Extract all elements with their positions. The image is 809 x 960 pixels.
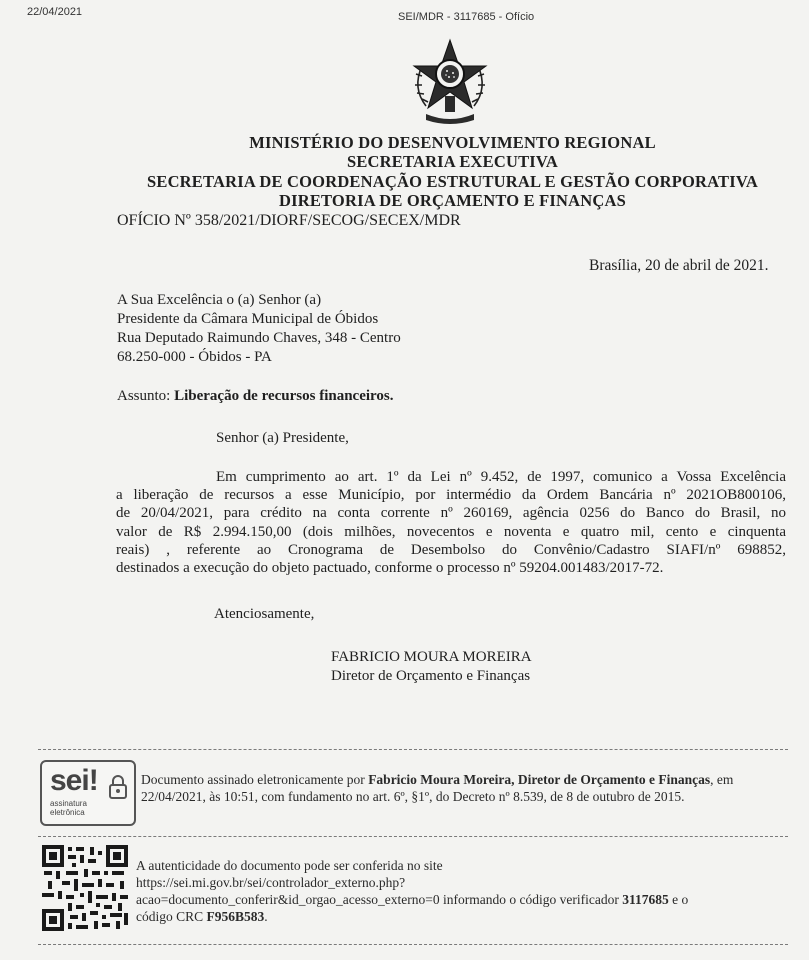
divider: [38, 836, 788, 837]
directorate-title: DIRETORIA DE ORÇAMENTO E FINANÇAS: [278, 191, 627, 210]
verification-code: 3117685: [622, 892, 669, 907]
subject-line: [117, 387, 394, 406]
statement-signer: Fabricio Moura Moreira: [368, 772, 512, 787]
auth-line: A autenticidade do documento pode ser conferida no site: [136, 858, 443, 873]
divider: [38, 944, 788, 945]
subject-text: Liberação de recursos financeiros.: [174, 388, 394, 404]
signer-title: Diretor de Orçamento e Finanças: [331, 668, 531, 684]
body-line: de 20/04/2021, para crédito na conta corrente nº 260169, agência 0256 do Banco do Brasil, no: [116, 505, 786, 522]
secretariat-title: SECRETARIA EXECUTIVA: [346, 152, 559, 171]
body-line: destinados a execução do objeto pactuado, conforme o processo nº 59204.001483/2017-72.: [116, 560, 664, 577]
recipient-line: Rua Deputado Raimundo Chaves, 348 - Centro: [117, 330, 401, 346]
auth-line: [136, 908, 796, 925]
statement-text: , em 22/04/2021, às 10:51, com fundamento no art. 6º, §1º, do Decreto nº 8.539, de 8 de outubro de 2015.: [141, 772, 734, 804]
auth-text: e o: [668, 892, 689, 907]
subject-label: Assunto:: [117, 388, 171, 404]
recipient-line: A Sua Excelência o (a) Senhor (a): [117, 292, 322, 308]
coordination-title: SECRETARIA DE COORDENAÇÃO ESTRUTURAL E GESTÃO CORPORATIVA: [146, 172, 758, 191]
statement-text: Documento assinado eletronicamente por: [141, 772, 369, 787]
auth-text: código CRC: [136, 909, 207, 924]
closing: Atenciosamente,: [214, 606, 315, 622]
oficio-number: OFÍCIO Nº 358/2021/DIORF/SECOG/SECEX/MDR: [117, 212, 461, 229]
crc-code: F956B583: [206, 909, 265, 924]
sei-subtitle: [50, 799, 87, 817]
print-date: 22/04/2021: [27, 6, 83, 18]
place-date: Brasília, 20 de abril de 2021.: [589, 257, 769, 274]
body-line: a liberação de recursos a esse Município, por intermédio da Ordem Bancária nº 2021OB800106,: [116, 487, 786, 504]
statement-text: ,: [511, 772, 518, 787]
recipient-line: Presidente da Câmara Municipal de Óbidos: [117, 311, 379, 327]
statement-role: Diretor de Orçamento e Finanças: [517, 772, 711, 787]
auth-text: .: [264, 909, 268, 924]
auth-line: [136, 891, 796, 908]
signer-name: FABRICIO MOURA MOREIRA: [331, 649, 532, 665]
coat-of-arms-icon: [404, 36, 496, 128]
body-line: valor de R$ 2.994.150,00 (dois milhões, novecentos e noventa e quatro mil, cento e cinquenta: [116, 523, 786, 540]
salutation: Senhor (a) Presidente,: [216, 430, 349, 446]
document-reference: SEI/MDR - 3117685 - Ofício: [398, 11, 535, 23]
ministry-title: MINISTÉRIO DO DESENVOLVIMENTO REGIONAL: [249, 133, 656, 152]
sei-logo: sei!: [50, 764, 98, 797]
body-line: Em cumprimento ao art. 1º da Lei nº 9.452, de 1997, comunico a Vossa Excelência: [216, 469, 786, 485]
electronic-signature-statement: [141, 771, 761, 805]
padlock-icon: [108, 774, 128, 800]
sei-signature-badge: [40, 760, 136, 826]
sei-subtitle-line: assinatura: [50, 799, 87, 808]
recipient-block: [117, 291, 401, 367]
authenticity-statement: [136, 857, 796, 925]
body-line: reais) , referente ao Cronograma de Desembolso do Convênio/Cadastro SIAFI/nº 698852,: [116, 541, 786, 558]
qr-code-icon: [40, 843, 130, 933]
recipient-line: 68.250-000 - Óbidos - PA: [117, 349, 272, 365]
divider: [38, 749, 788, 750]
verification-url: https://sei.mi.gov.br/sei/controlador_externo.php?: [136, 875, 406, 890]
sei-subtitle-line: eletrônica: [50, 808, 85, 817]
auth-text: acao=documento_conferir&id_orgao_acesso_externo=0 informando o código verificador: [136, 892, 623, 907]
body-paragraph: [116, 468, 786, 577]
